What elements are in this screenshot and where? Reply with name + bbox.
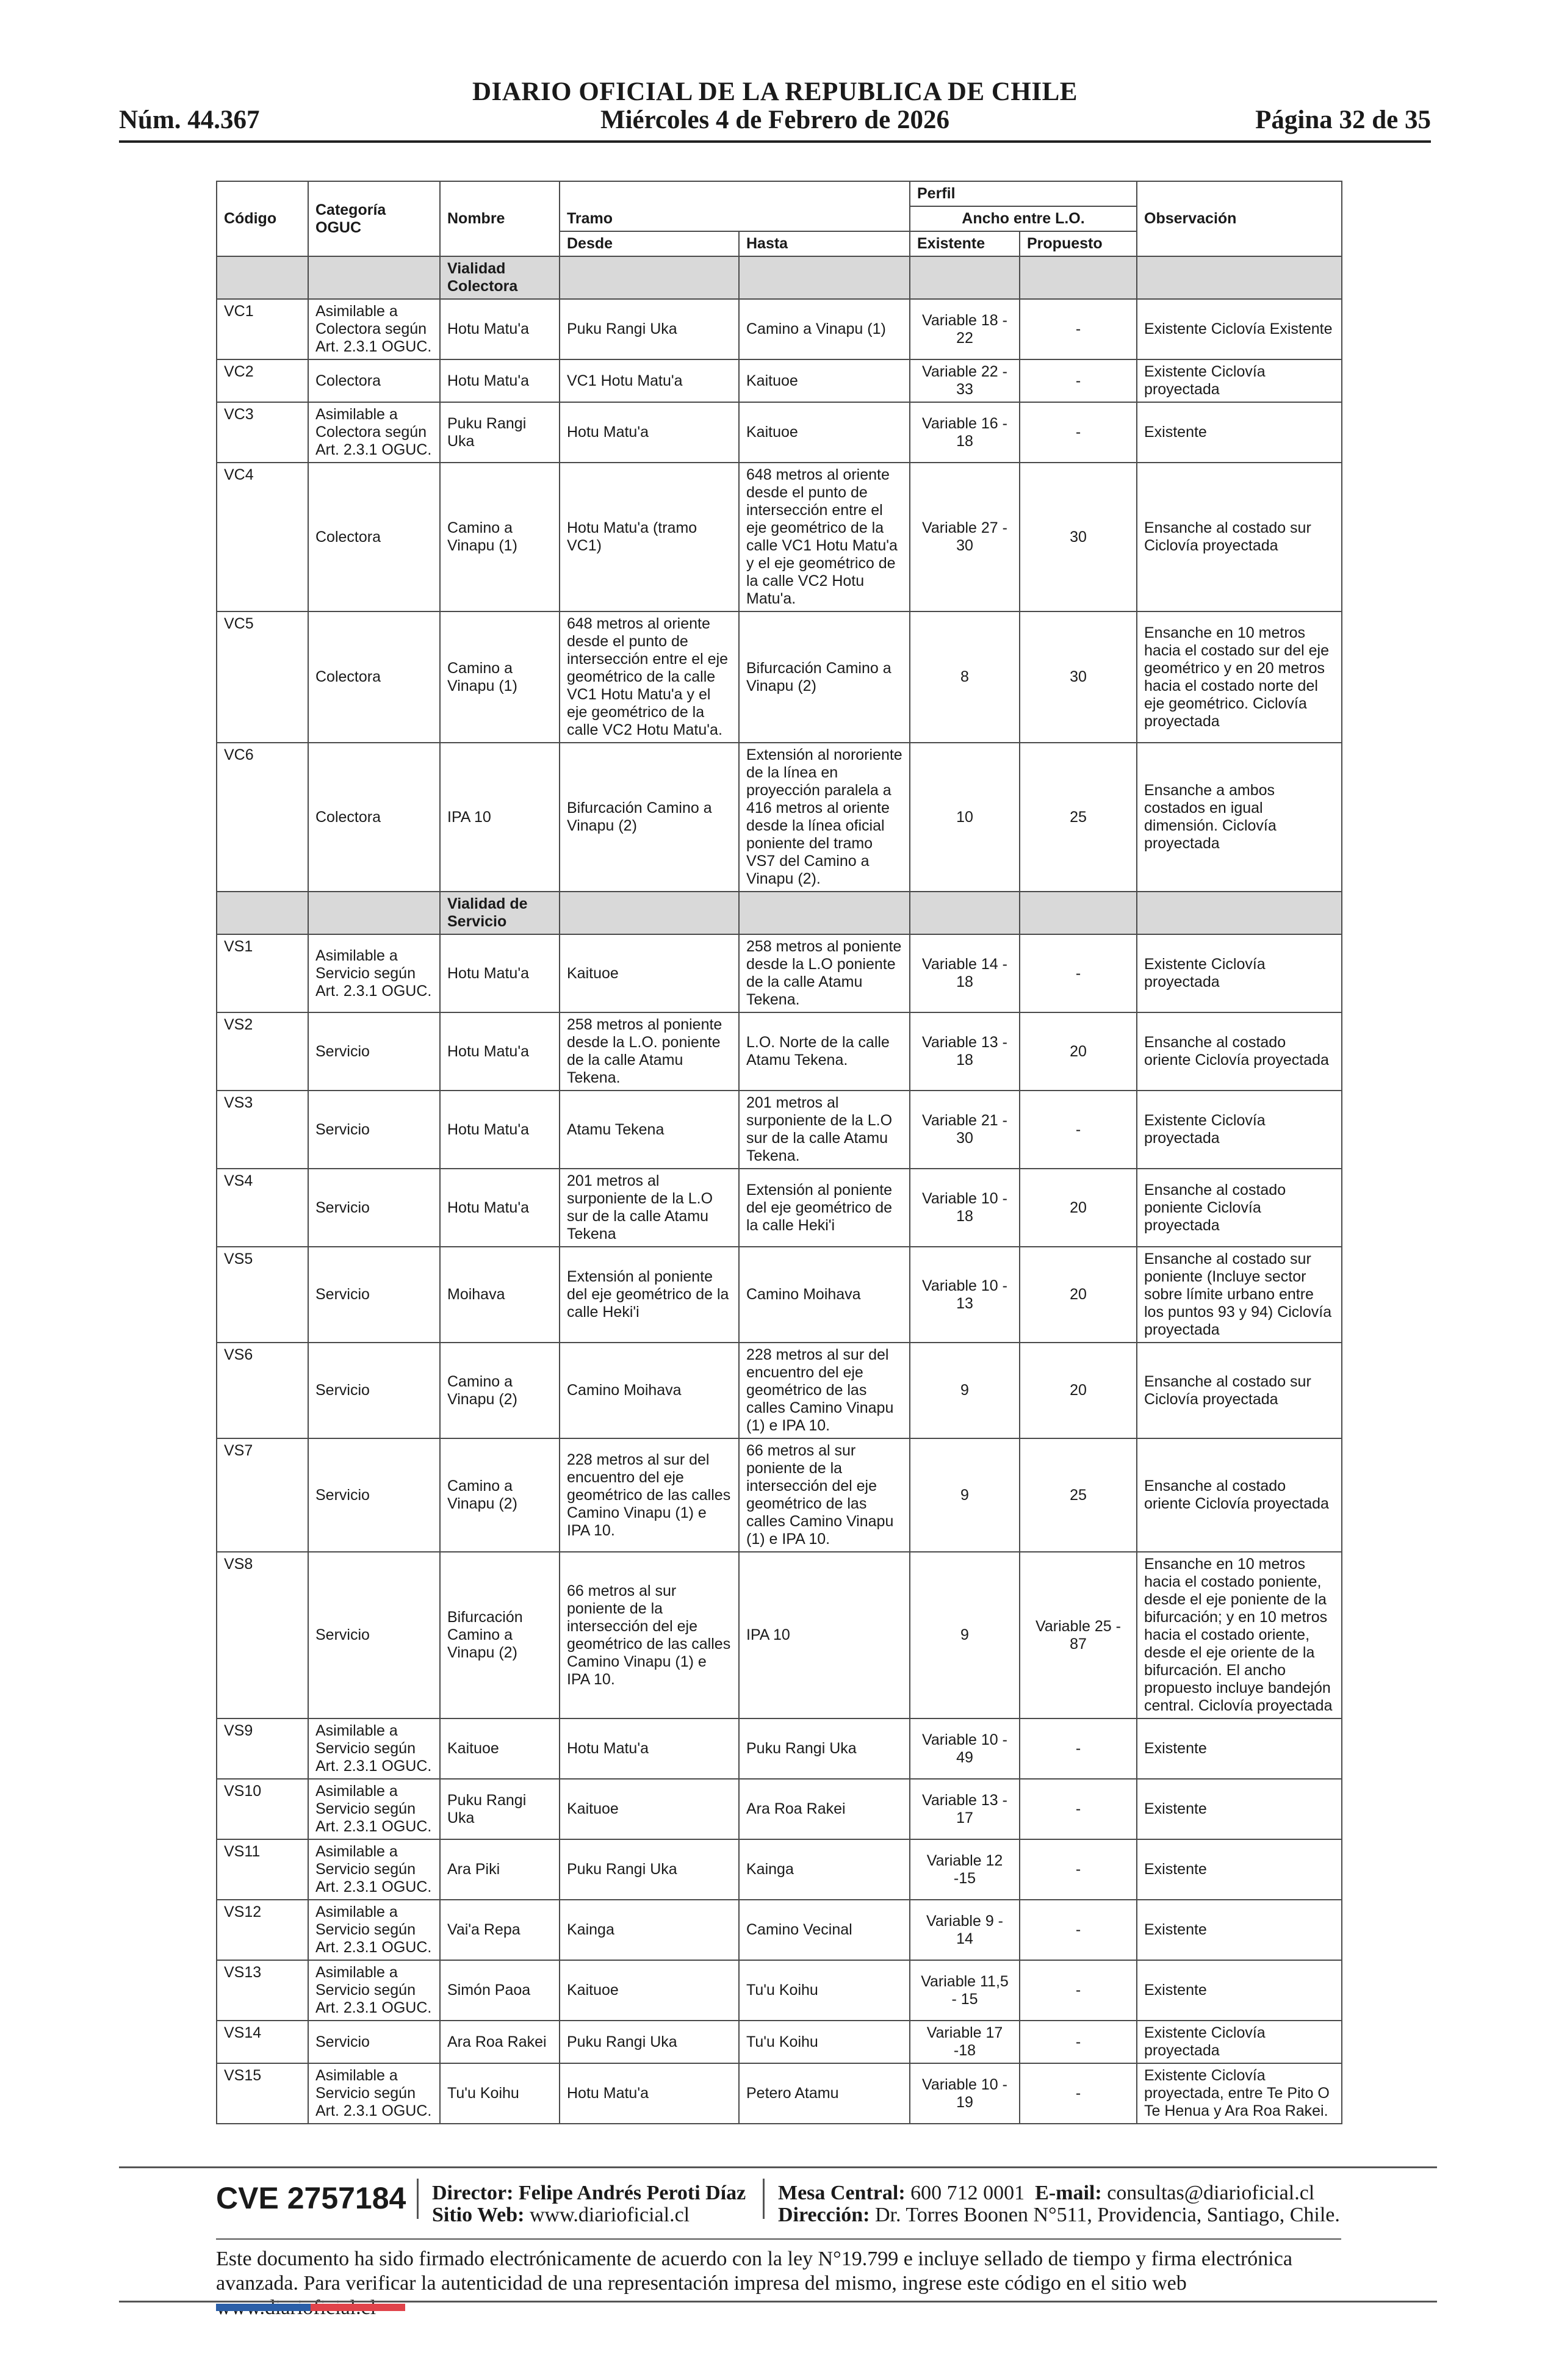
cell-categoria: Colectora xyxy=(308,463,440,611)
table-row xyxy=(217,1960,1342,2021)
cell-propuesto: - xyxy=(1020,1091,1137,1169)
cell-nombre: Camino a Vinapu (2) xyxy=(440,1438,560,1552)
cell-nombre: Moihava xyxy=(440,1247,560,1343)
cell-existente: 9 xyxy=(910,1552,1020,1718)
cell-desde: Hotu Matu'a xyxy=(560,1718,739,1779)
cell-codigo: VS15 xyxy=(217,2063,308,2124)
table-row xyxy=(217,2021,1342,2063)
cell-hasta: Ara Roa Rakei xyxy=(739,1779,910,1839)
cell-codigo: VS8 xyxy=(217,1552,308,1718)
website-line: Sitio Web: www.diarioficial.cl xyxy=(432,2204,690,2226)
cell-nombre: Hotu Matu'a xyxy=(440,359,560,402)
cell-existente: Variable 14 - 18 xyxy=(910,934,1020,1012)
table-row xyxy=(217,934,1342,1012)
cell-desde: Puku Rangi Uka xyxy=(560,2021,739,2063)
footer-divider xyxy=(119,2301,1437,2302)
cell-desde: 258 metros al poniente desde la L.O. poniente de la calle Atamu Tekena. xyxy=(560,1012,739,1091)
table-row xyxy=(217,299,1342,359)
cell-propuesto: 20 xyxy=(1020,1012,1137,1091)
cell-desde: Extensión al poniente del eje geométrico de la calle Heki'i xyxy=(560,1247,739,1343)
cell-hasta: 66 metros al sur poniente de la intersección del eje geométrico de las calles Camino Vinapu (1) e IPA 10. xyxy=(739,1438,910,1552)
cell-desde: Camino Moihava xyxy=(560,1343,739,1438)
cell-codigo: VS12 xyxy=(217,1900,308,1960)
cell-categoria: Asimilable a Servicio según Art. 2.3.1 OGUC. xyxy=(308,934,440,1012)
cell-propuesto: - xyxy=(1020,2063,1137,2124)
cell-existente: Variable 17 -18 xyxy=(910,2021,1020,2063)
address-line: Dirección: Dr. Torres Boonen N°511, Providencia, Santiago, Chile. xyxy=(778,2204,1340,2226)
website-link[interactable]: www.diarioficial.cl xyxy=(529,2204,690,2226)
cell-hasta: Camino a Vinapu (1) xyxy=(739,299,910,359)
cell-propuesto: Variable 25 - 87 xyxy=(1020,1552,1137,1718)
cell-codigo: VS10 xyxy=(217,1779,308,1839)
cell-observacion: Existente xyxy=(1137,1718,1342,1779)
cell-existente: Variable 10 - 19 xyxy=(910,2063,1020,2124)
flag-bar-red xyxy=(311,2304,405,2311)
cell-categoria: Servicio xyxy=(308,1552,440,1718)
cell-hasta: Tu'u Koihu xyxy=(739,1960,910,2021)
cell-nombre: Camino a Vinapu (2) xyxy=(440,1343,560,1438)
col-header-observacion: Observación xyxy=(1137,181,1342,256)
cell-desde: Kaituoe xyxy=(560,1960,739,2021)
cell-codigo: VS9 xyxy=(217,1718,308,1779)
cell-propuesto: 25 xyxy=(1020,743,1137,892)
road-network-table xyxy=(216,181,1342,2124)
cell-desde: Kaituoe xyxy=(560,1779,739,1839)
cell-observacion: Ensanche al costado sur Ciclovía proyectada xyxy=(1137,1343,1342,1438)
cell-desde: VC1 Hotu Matu'a xyxy=(560,359,739,402)
cell-observacion: Ensanche en 10 metros hacia el costado poniente, desde el eje poniente de la bifurcación; y en 10 metros hacia el costado oriente, desde el eje oriente de la bifurcación. El ancho propuesto incluye bandejón central. Ciclovía proyectada xyxy=(1137,1552,1342,1718)
cell-codigo: VC2 xyxy=(217,359,308,402)
cell-propuesto: 30 xyxy=(1020,463,1137,611)
cell-existente: Variable 10 - 18 xyxy=(910,1169,1020,1247)
section-row xyxy=(217,256,1342,299)
section-label-colectora: Vialidad Colectora xyxy=(440,256,560,299)
cell-propuesto: - xyxy=(1020,359,1137,402)
cell-propuesto: - xyxy=(1020,1900,1137,1960)
cell-desde: 66 metros al sur poniente de la intersección del eje geométrico de las calles Camino Vinapu (1) e IPA 10. xyxy=(560,1552,739,1718)
table-row xyxy=(217,1718,1342,1779)
contact-line: Mesa Central: 600 712 0001 E-mail: consultas@diarioficial.cl xyxy=(778,2182,1315,2204)
cell-nombre: Vai'a Repa xyxy=(440,1900,560,1960)
flag-bar-blue xyxy=(216,2304,311,2311)
cell-propuesto: - xyxy=(1020,1839,1137,1900)
cell-hasta: 258 metros al poniente desde la L.O poniente de la calle Atamu Tekena. xyxy=(739,934,910,1012)
cell-categoria: Servicio xyxy=(308,1247,440,1343)
table-row xyxy=(217,463,1342,611)
cell-codigo: VS13 xyxy=(217,1960,308,2021)
cell-nombre: Kaituoe xyxy=(440,1718,560,1779)
cell-observacion: Ensanche al costado oriente Ciclovía proyectada xyxy=(1137,1438,1342,1552)
cell-hasta: Extensión al poniente del eje geométrico de la calle Heki'i xyxy=(739,1169,910,1247)
cell-hasta: 228 metros al sur del encuentro del eje geométrico de las calles Camino Vinapu (1) e IPA 10. xyxy=(739,1343,910,1438)
cell-desde: Hotu Matu'a xyxy=(560,2063,739,2124)
cell-hasta: 648 metros al oriente desde el punto de intersección entre el eje geométrico de la calle VC1 Hotu Matu'a y el eje geométrico de la calle VC2 Hotu Matu'a. xyxy=(739,463,910,611)
cell-observacion: Existente xyxy=(1137,1779,1342,1839)
cell-codigo: VS11 xyxy=(217,1839,308,1900)
cell-codigo: VC1 xyxy=(217,299,308,359)
cell-existente: Variable 21 - 30 xyxy=(910,1091,1020,1169)
journal-title: DIARIO OFICIAL DE LA REPUBLICA DE CHILE xyxy=(472,78,1078,106)
cell-categoria: Asimilable a Servicio según Art. 2.3.1 OGUC. xyxy=(308,1718,440,1779)
footer-separator xyxy=(763,2179,765,2219)
director-line: Director: Felipe Andrés Peroti Díaz xyxy=(432,2182,746,2204)
cell-codigo: VS1 xyxy=(217,934,308,1012)
cell-hasta: Puku Rangi Uka xyxy=(739,1718,910,1779)
cell-observacion: Existente Ciclovía proyectada xyxy=(1137,1091,1342,1169)
cell-existente: Variable 18 - 22 xyxy=(910,299,1020,359)
col-header-existente: Existente xyxy=(910,231,1020,256)
cell-nombre: IPA 10 xyxy=(440,743,560,892)
cell-categoria: Colectora xyxy=(308,359,440,402)
cell-codigo: VS6 xyxy=(217,1343,308,1438)
cell-propuesto: - xyxy=(1020,299,1137,359)
cell-codigo: VS3 xyxy=(217,1091,308,1169)
cell-hasta: Camino Vecinal xyxy=(739,1900,910,1960)
table-row xyxy=(217,611,1342,743)
cell-observacion: Existente xyxy=(1137,1839,1342,1900)
cell-observacion: Ensanche a ambos costados en igual dimensión. Ciclovía proyectada xyxy=(1137,743,1342,892)
table-row xyxy=(217,1779,1342,1839)
cell-nombre: Ara Piki xyxy=(440,1839,560,1900)
cell-propuesto: 20 xyxy=(1020,1247,1137,1343)
cell-observacion: Existente xyxy=(1137,402,1342,463)
table-row xyxy=(217,1552,1342,1718)
email-link[interactable]: consultas@diarioficial.cl xyxy=(1107,2182,1315,2204)
col-header-ancho: Ancho entre L.O. xyxy=(910,206,1137,231)
cell-nombre: Hotu Matu'a xyxy=(440,1012,560,1091)
cell-existente: Variable 13 - 17 xyxy=(910,1779,1020,1839)
table-row xyxy=(217,1169,1342,1247)
col-header-tramo: Tramo xyxy=(560,181,910,231)
footer-divider xyxy=(119,2166,1437,2168)
cell-propuesto: 20 xyxy=(1020,1169,1137,1247)
cell-desde: 228 metros al sur del encuentro del eje geométrico de las calles Camino Vinapu (1) e IPA 10. xyxy=(560,1438,739,1552)
cell-categoria: Servicio xyxy=(308,1438,440,1552)
cell-hasta: Extensión al nororiente de la línea en proyección paralela a 416 metros al oriente desde la línea oficial poniente del tramo VS7 del Camino a Vinapu (2). xyxy=(739,743,910,892)
cell-observacion: Existente Ciclovía proyectada xyxy=(1137,359,1342,402)
cell-desde: 648 metros al oriente desde el punto de intersección entre el eje geométrico de la calle VC1 Hotu Matu'a y el eje geométrico de la calle VC2 Hotu Matu'a. xyxy=(560,611,739,743)
cell-desde: Bifurcación Camino a Vinapu (2) xyxy=(560,743,739,892)
cell-propuesto: 30 xyxy=(1020,611,1137,743)
cell-propuesto: - xyxy=(1020,2021,1137,2063)
cell-hasta: Tu'u Koihu xyxy=(739,2021,910,2063)
table-row xyxy=(217,359,1342,402)
cell-propuesto: 20 xyxy=(1020,1343,1137,1438)
cell-categoria: Servicio xyxy=(308,1343,440,1438)
cell-nombre: Tu'u Koihu xyxy=(440,2063,560,2124)
cell-categoria: Servicio xyxy=(308,1091,440,1169)
cell-categoria: Servicio xyxy=(308,1169,440,1247)
cell-categoria: Asimilable a Servicio según Art. 2.3.1 OGUC. xyxy=(308,1839,440,1900)
cell-observacion: Existente xyxy=(1137,1900,1342,1960)
cell-existente: Variable 27 - 30 xyxy=(910,463,1020,611)
cell-existente: Variable 13 - 18 xyxy=(910,1012,1020,1091)
cell-categoria: Colectora xyxy=(308,743,440,892)
cell-desde: Puku Rangi Uka xyxy=(560,1839,739,1900)
cve-code: CVE 2757184 xyxy=(216,2181,406,2215)
cell-desde: Puku Rangi Uka xyxy=(560,299,739,359)
cell-hasta: 201 metros al surponiente de la L.O sur de la calle Atamu Tekena. xyxy=(739,1091,910,1169)
cell-nombre: Hotu Matu'a xyxy=(440,934,560,1012)
cell-hasta: Kainga xyxy=(739,1839,910,1900)
cell-existente: 9 xyxy=(910,1438,1020,1552)
cell-existente: Variable 9 - 14 xyxy=(910,1900,1020,1960)
cell-existente: 9 xyxy=(910,1343,1020,1438)
page-header xyxy=(119,73,1431,145)
cell-observacion: Existente xyxy=(1137,1960,1342,2021)
issue-date: Miércoles 4 de Febrero de 2026 xyxy=(600,106,949,134)
cell-observacion: Existente Ciclovía proyectada xyxy=(1137,934,1342,1012)
cell-observacion: Ensanche al costado poniente Ciclovía proyectada xyxy=(1137,1169,1342,1247)
cell-observacion: Existente Ciclovía Existente xyxy=(1137,299,1342,359)
cell-codigo: VC5 xyxy=(217,611,308,743)
col-header-categoria: Categoría OGUC xyxy=(308,181,440,256)
cell-desde: Kaituoe xyxy=(560,934,739,1012)
cell-propuesto: - xyxy=(1020,1779,1137,1839)
cell-existente: Variable 22 - 33 xyxy=(910,359,1020,402)
footer-separator xyxy=(417,2179,419,2219)
cell-categoria: Asimilable a Colectora según Art. 2.3.1 OGUC. xyxy=(308,402,440,463)
cell-propuesto: - xyxy=(1020,402,1137,463)
cell-codigo: VS2 xyxy=(217,1012,308,1091)
table-row xyxy=(217,1900,1342,1960)
cell-existente: Variable 16 - 18 xyxy=(910,402,1020,463)
cell-categoria: Asimilable a Servicio según Art. 2.3.1 OGUC. xyxy=(308,2063,440,2124)
page-number: Página 32 de 35 xyxy=(1255,106,1431,134)
col-header-hasta: Hasta xyxy=(739,231,910,256)
col-header-codigo: Código xyxy=(217,181,308,256)
cell-nombre: Bifurcación Camino a Vinapu (2) xyxy=(440,1552,560,1718)
col-header-perfil: Perfil xyxy=(910,181,1137,206)
cell-existente: Variable 12 -15 xyxy=(910,1839,1020,1900)
cell-codigo: VS5 xyxy=(217,1247,308,1343)
cell-desde: Hotu Matu'a xyxy=(560,402,739,463)
table-row xyxy=(217,1091,1342,1169)
cell-hasta: Kaituoe xyxy=(739,402,910,463)
table-row xyxy=(217,402,1342,463)
footer-divider xyxy=(216,2238,1341,2240)
cell-existente: 10 xyxy=(910,743,1020,892)
cell-observacion: Ensanche en 10 metros hacia el costado sur del eje geométrico y en 20 metros hacia el costado norte del eje geométrico. Ciclovía proyectada xyxy=(1137,611,1342,743)
cell-propuesto: 25 xyxy=(1020,1438,1137,1552)
section-row xyxy=(217,892,1342,934)
cell-nombre: Ara Roa Rakei xyxy=(440,2021,560,2063)
table-row xyxy=(217,1343,1342,1438)
table-row xyxy=(217,1247,1342,1343)
table-row xyxy=(217,1839,1342,1900)
cell-desde: Kainga xyxy=(560,1900,739,1960)
cell-nombre: Puku Rangi Uka xyxy=(440,1779,560,1839)
cell-codigo: VS7 xyxy=(217,1438,308,1552)
cell-nombre: Hotu Matu'a xyxy=(440,1169,560,1247)
cell-desde: Hotu Matu'a (tramo VC1) xyxy=(560,463,739,611)
cell-observacion: Existente Ciclovía proyectada, entre Te Pito O Te Henua y Ara Roa Rakei. xyxy=(1137,2063,1342,2124)
cell-nombre: Camino a Vinapu (1) xyxy=(440,463,560,611)
cell-observacion: Ensanche al costado sur poniente (Incluye sector sobre límite urbano entre los puntos 93 y 94) Ciclovía proyectada xyxy=(1137,1247,1342,1343)
cell-nombre: Hotu Matu'a xyxy=(440,1091,560,1169)
cell-observacion: Ensanche al costado sur Ciclovía proyectada xyxy=(1137,463,1342,611)
cell-desde: Atamu Tekena xyxy=(560,1091,739,1169)
cell-codigo: VC4 xyxy=(217,463,308,611)
cell-existente: 8 xyxy=(910,611,1020,743)
cell-propuesto: - xyxy=(1020,1960,1137,2021)
cell-hasta: L.O. Norte de la calle Atamu Tekena. xyxy=(739,1012,910,1091)
table-row xyxy=(217,743,1342,892)
cell-observacion: Ensanche al costado oriente Ciclovía proyectada xyxy=(1137,1012,1342,1091)
cell-codigo: VC3 xyxy=(217,402,308,463)
cell-hasta: Camino Moihava xyxy=(739,1247,910,1343)
cell-categoria: Asimilable a Servicio según Art. 2.3.1 OGUC. xyxy=(308,1779,440,1839)
cell-hasta: Petero Atamu xyxy=(739,2063,910,2124)
cell-existente: Variable 11,5 - 15 xyxy=(910,1960,1020,2021)
cell-hasta: Kaituoe xyxy=(739,359,910,402)
table-row xyxy=(217,2063,1342,2124)
cell-existente: Variable 10 - 13 xyxy=(910,1247,1020,1343)
section-label-servicio: Vialidad de Servicio xyxy=(440,892,560,934)
issue-number: Núm. 44.367 xyxy=(119,106,260,134)
legal-notice: Este documento ha sido firmado electrónicamente de acuerdo con la ley N°19.799 e incluye sellado de tiempo y firma electrónica avanzada. Para verificar la autenticidad de una representación impresa del mismo, ingrese este código en el sitio web xyxy=(216,2248,1292,2295)
cell-desde: 201 metros al surponiente de la L.O sur de la calle Atamu Tekena xyxy=(560,1169,739,1247)
cell-categoria: Servicio xyxy=(308,2021,440,2063)
col-header-desde: Desde xyxy=(560,231,739,256)
cell-hasta: Bifurcación Camino a Vinapu (2) xyxy=(739,611,910,743)
cell-categoria: Asimilable a Servicio según Art. 2.3.1 OGUC. xyxy=(308,1960,440,2021)
cell-nombre: Camino a Vinapu (1) xyxy=(440,611,560,743)
col-header-nombre: Nombre xyxy=(440,181,560,256)
cell-nombre: Hotu Matu'a xyxy=(440,299,560,359)
cell-nombre: Simón Paoa xyxy=(440,1960,560,2021)
cell-codigo: VC6 xyxy=(217,743,308,892)
cell-existente: Variable 10 - 49 xyxy=(910,1718,1020,1779)
table-row xyxy=(217,1438,1342,1552)
cell-propuesto: - xyxy=(1020,1718,1137,1779)
cell-codigo: VS14 xyxy=(217,2021,308,2063)
cell-observacion: Existente Ciclovía proyectada xyxy=(1137,2021,1342,2063)
cell-categoria: Asimilable a Colectora según Art. 2.3.1 OGUC. xyxy=(308,299,440,359)
col-header-propuesto: Propuesto xyxy=(1020,231,1137,256)
cell-propuesto: - xyxy=(1020,934,1137,1012)
cell-nombre: Puku Rangi Uka xyxy=(440,402,560,463)
table-row xyxy=(217,1012,1342,1091)
cell-categoria: Servicio xyxy=(308,1012,440,1091)
cell-codigo: VS4 xyxy=(217,1169,308,1247)
cell-categoria: Asimilable a Servicio según Art. 2.3.1 OGUC. xyxy=(308,1900,440,1960)
header-divider xyxy=(119,140,1431,143)
cell-hasta: IPA 10 xyxy=(739,1552,910,1718)
cell-categoria: Colectora xyxy=(308,611,440,743)
